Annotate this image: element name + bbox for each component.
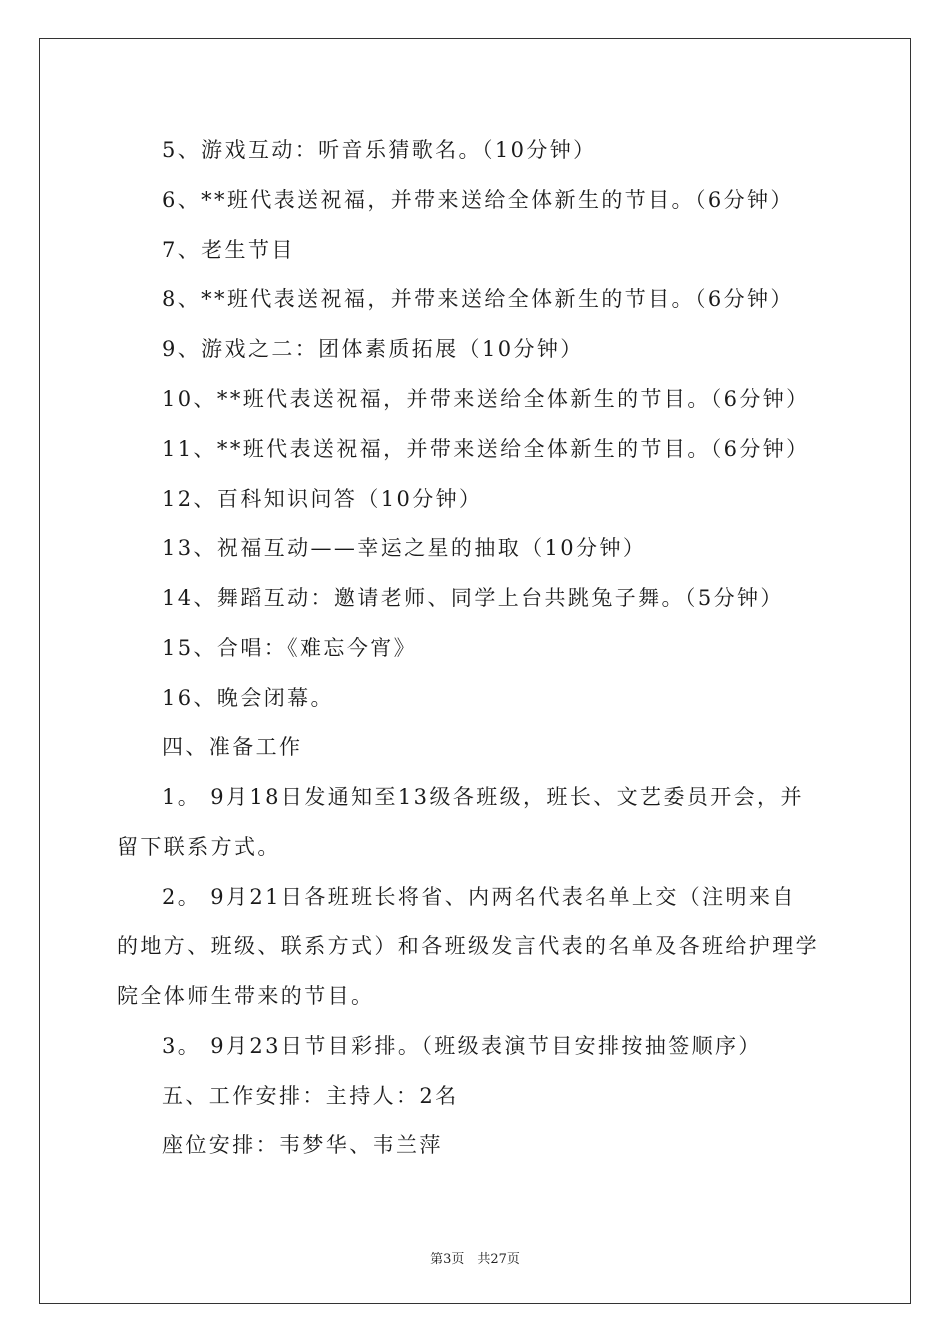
text-line: 14、舞蹈互动：邀请老师、同学上台共跳兔子舞。（5分钟）	[162, 586, 784, 610]
text-line: 11、**班代表送祝福，并带来送给全体新生的节目。（6分钟）	[162, 437, 810, 461]
text-line: 2。 9月21日各班班长将省、内两名代表名单上交（注明来自	[162, 885, 796, 909]
section-heading: 五、工作安排：主持人：2名	[162, 1084, 459, 1108]
text-line: 13、祝福互动——幸运之星的抽取（10分钟）	[162, 536, 647, 560]
text-line: 12、百科知识问答（10分钟）	[162, 487, 483, 511]
text-line: 8、**班代表送祝福，并带来送给全体新生的节目。（6分钟）	[162, 287, 794, 311]
text-line: 6、**班代表送祝福，并带来送给全体新生的节目。（6分钟）	[162, 188, 794, 212]
text-line: 10、**班代表送祝福，并带来送给全体新生的节目。（6分钟）	[162, 387, 810, 411]
text-line: 1。 9月18日发通知至13级各班级，班长、文艺委员开会，并	[162, 785, 804, 809]
text-line: 座位安排：韦梦华、韦兰萍	[162, 1133, 443, 1157]
text-line: 7、老生节目	[162, 238, 295, 262]
text-line: 的地方、班级、联系方式）和各班级发言代表的名单及各班给护理学	[117, 934, 819, 958]
text-line: 5、游戏互动：听音乐猜歌名。（10分钟）	[162, 138, 597, 162]
page-footer: 第3页 共27页	[430, 1252, 520, 1267]
section-heading: 四、准备工作	[162, 735, 303, 759]
text-line: 15、合唱：《难忘今宵》	[162, 636, 418, 660]
text-line: 院全体师生带来的节目。	[117, 984, 375, 1008]
text-line: 9、游戏之二：团体素质拓展（10分钟）	[162, 337, 584, 361]
text-line: 3。 9月23日节目彩排。（班级表演节目安排按抽签顺序）	[162, 1034, 762, 1058]
page-border	[39, 38, 911, 1304]
text-line: 16、晚会闭幕。	[162, 686, 334, 710]
text-line: 留下联系方式。	[117, 835, 281, 859]
